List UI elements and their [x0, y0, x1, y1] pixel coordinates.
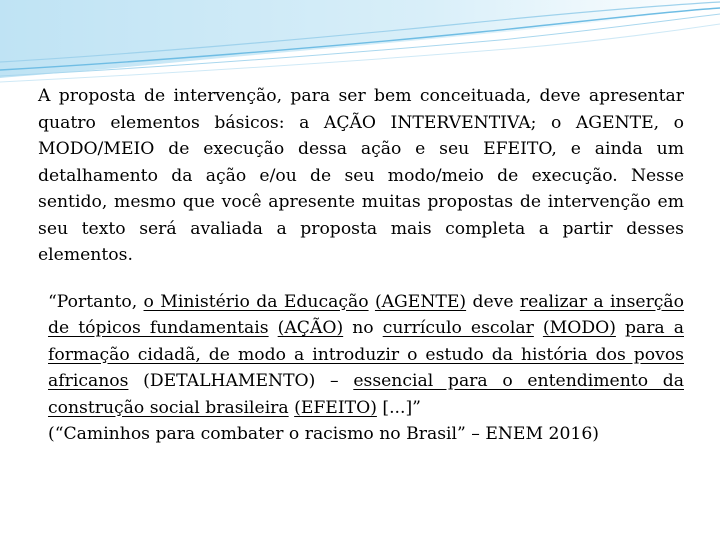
quote-text — [534, 318, 543, 338]
quote-text — [269, 318, 278, 338]
detail-text: para a formação cidadã, de modo a introduzir o estudo da história dos povos africanos — [48, 318, 684, 391]
detail-label: (DETALHAMENTO) – — [128, 371, 354, 391]
quote-source: (“Caminhos para combater o racismo no Brasil” – ENEM 2016) — [48, 424, 599, 444]
mode-text: currículo escolar — [382, 318, 534, 338]
mode-label: (MODO) — [542, 318, 616, 338]
action-text: realizar a inserção de tópicos fundamentais — [48, 291, 685, 338]
effect-text: essencial para o entendimento da construção social brasileira — [48, 371, 684, 418]
intro-paragraph: A proposta de intervenção, para ser bem conceituada, deve apresentar quatro elementos básicos: a AÇÃO INTERVENTIVA; o AGENTE, o MODO/MEIO de execução dessa ação e seu EFEITO, e ainda um detalhamento da ação e/ou de seu modo/meio de execução. Nesse sentido, mesmo que você apresente muitas propostas de intervenção em seu texto será avaliada a proposta mais completa a partir desses elementos. — [38, 86, 684, 265]
action-label: (AÇÃO) — [277, 318, 344, 338]
agent-text: o Ministério da Educação — [143, 291, 369, 312]
quote-close: [...]” — [376, 397, 421, 418]
example-quote-paragraph — [38, 289, 684, 448]
header-wave-decoration — [0, 0, 720, 90]
quote-text: no — [343, 318, 383, 338]
quote-text: “Portanto, — [48, 291, 144, 312]
quote-text — [616, 318, 625, 338]
effect-label: (EFEITO) — [294, 397, 377, 418]
main-content — [38, 83, 684, 448]
agent-label: (AGENTE) — [374, 291, 467, 312]
quote-text: deve — [466, 291, 520, 312]
